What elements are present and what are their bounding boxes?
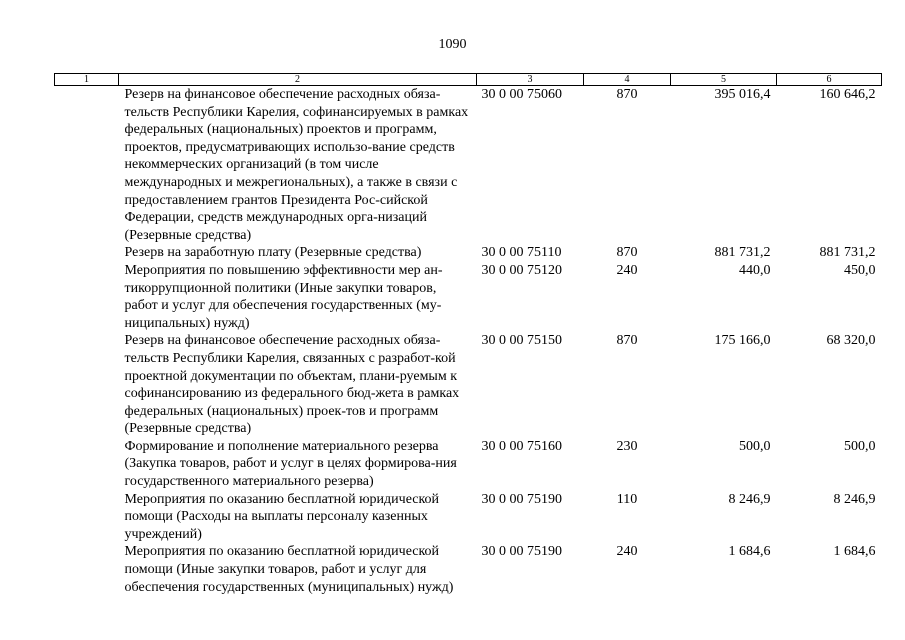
- column-number: 2: [119, 74, 477, 86]
- empty-cell: [55, 332, 119, 438]
- expense-type-code: 870: [616, 87, 638, 102]
- column-number-header: [55, 74, 882, 86]
- target-article-code: 30 0 00 75060: [481, 87, 562, 102]
- amount-year-1: 1 684,6: [728, 544, 771, 560]
- amount-year-1: 8 246,9: [728, 491, 771, 507]
- expense-type-code: 870: [616, 333, 638, 349]
- target-article-code: 30 0 00 75110: [481, 245, 562, 261]
- table-row: [55, 262, 882, 332]
- expense-name: Резерв на заработную плату (Резервные средства): [124, 245, 422, 261]
- column-number: 5: [671, 74, 777, 86]
- expense-name: Резерв на финансовое обеспечение расходных обяза-тельств Республики Карелия, софинансируемых в рамках федеральных (национальных) проектов и программ, проектов, предусматривающих использо-вание средств некоммерческих организаций (в том числе международных и межрегиональных), а также в связи с предоставлением грантов Президента Рос-сийской Федерации, средств международных орга-низаций (Резервные средства): [124, 87, 469, 243]
- empty-cell: [55, 86, 119, 245]
- expense-name: Мероприятия по оказанию бесплатной юридической помощи (Расходы на выплаты персоналу казенных учреждений): [124, 491, 440, 542]
- amount-year-1: 175 166,0: [714, 333, 771, 349]
- amount-year-2: 881 731,2: [819, 245, 876, 261]
- expense-type-code: 230: [616, 438, 638, 454]
- amount-year-2: 450,0: [844, 262, 876, 278]
- amount-year-2: 68 320,0: [826, 333, 876, 349]
- expense-type-code: 240: [616, 544, 638, 560]
- target-article-code: 30 0 00 75190: [481, 544, 562, 560]
- expense-name: Мероприятия по повышению эффективности мер ан-тикоррупционной политики (Иные закупки товаров, работ и услуг для обеспечения государственных (му-ниципальных) нужд): [124, 262, 443, 331]
- column-number: 3: [477, 74, 584, 86]
- table-row: [55, 86, 882, 245]
- expense-name: Резерв на финансовое обеспечение расходных обяза-тельств Республики Карелия, связанных с разработ-кой проектной документации по объектам, плани-руемым к софинансированию из федерального бюд-жета в рамках федеральных (национальных) проек-тов и программ (Резервные средства): [124, 333, 460, 437]
- empty-cell: [55, 262, 119, 332]
- table-row: [55, 543, 882, 596]
- amount-year-1: 500,0: [739, 438, 771, 454]
- amount-year-2: 8 246,9: [833, 491, 876, 507]
- empty-cell: [55, 438, 119, 491]
- amount-year-2: 160 646,2: [819, 87, 876, 102]
- table-row: [55, 491, 882, 544]
- empty-cell: [55, 244, 119, 262]
- column-number: 4: [584, 74, 671, 86]
- table-row: [55, 438, 882, 491]
- page-number: 1090: [438, 37, 467, 52]
- expense-type-code: 240: [616, 262, 638, 278]
- expense-name: Мероприятия по оказанию бесплатной юридической помощи (Иные закупки товаров, работ и услуг для обеспечения государственных (муниципальных) нужд): [124, 544, 454, 595]
- table-row: [55, 244, 882, 262]
- amount-year-2: 500,0: [844, 438, 876, 454]
- expense-type-code: 870: [616, 245, 638, 261]
- target-article-code: 30 0 00 75120: [481, 262, 562, 278]
- target-article-code: 30 0 00 75150: [481, 333, 562, 349]
- column-number: 1: [55, 74, 119, 86]
- amount-year-1: 881 731,2: [714, 245, 771, 261]
- budget-table: [54, 73, 882, 596]
- expense-type-code: 110: [616, 491, 638, 507]
- column-number: 6: [777, 74, 882, 86]
- amount-year-1: 395 016,4: [714, 87, 771, 102]
- amount-year-2: 1 684,6: [833, 544, 876, 560]
- expense-name: Формирование и пополнение материального резерва (Закупка товаров, работ и услуг в целях формирова-ния государственного материального резерва): [124, 438, 457, 490]
- amount-year-1: 440,0: [739, 262, 771, 278]
- target-article-code: 30 0 00 75190: [481, 491, 562, 507]
- empty-cell: [55, 491, 119, 544]
- empty-cell: [55, 543, 119, 596]
- table-row: [55, 332, 882, 438]
- target-article-code: 30 0 00 75160: [481, 438, 562, 454]
